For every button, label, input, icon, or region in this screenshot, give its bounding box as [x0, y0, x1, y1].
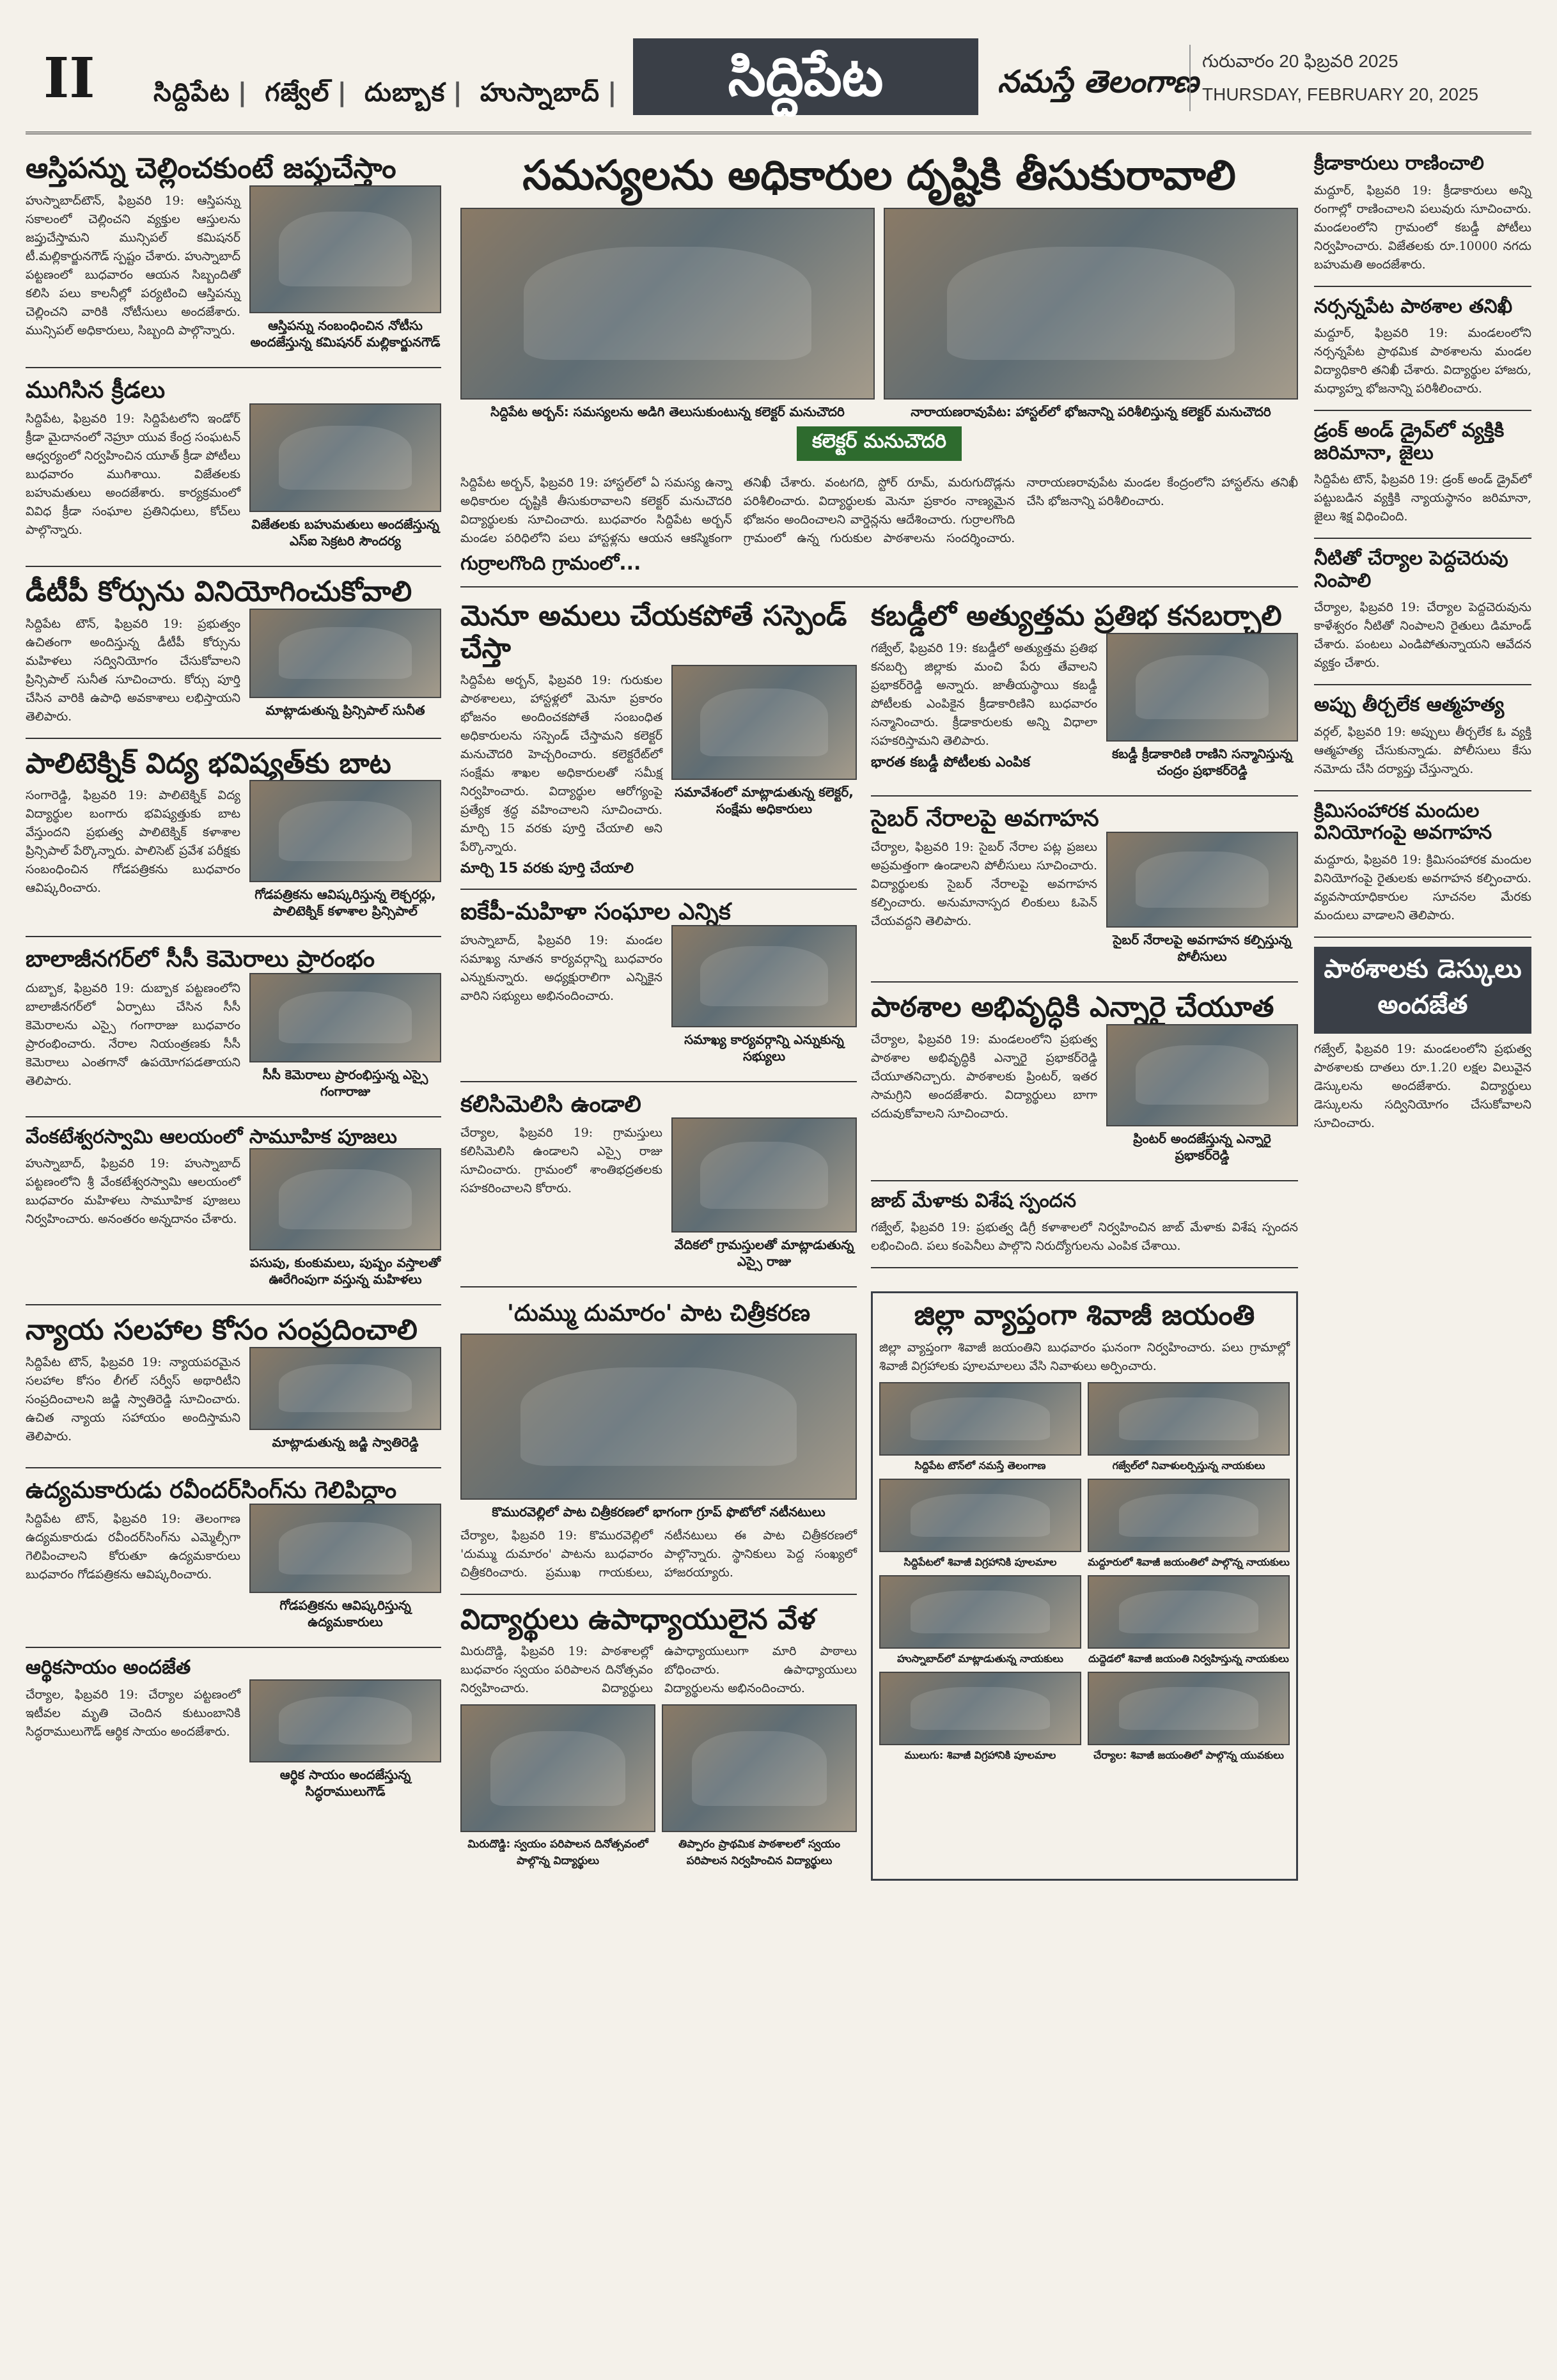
news-photo: [249, 185, 441, 313]
news-photo: [1106, 1024, 1298, 1126]
news-photo: [671, 665, 857, 780]
headline: ఆర్థికసాయం అందజేత: [26, 1656, 191, 1679]
photo-caption: సమావేశంలో మాట్లాడుతున్న కలెక్టర్, సంక్షేమ అధికారులు: [675, 784, 854, 817]
news-story[interactable]: [1314, 144, 1531, 287]
headline: నర్సన్నపేట పాఠశాల తనిఖీ: [1314, 295, 1513, 318]
news-story[interactable]: [460, 890, 857, 1082]
page-number: II: [43, 46, 95, 111]
story-body: హుస్నాబాద్, ఫిబ్రవరి 19: హుస్నాబాద్ పట్టణంలోని శ్రీ వేంకటేశ్వరస్వామి ఆలయంలో బుధవారం మహిళలు సామూహిక పూజలు నిర్వహించారు. అనంతరం అన్నదానం చేశారు.: [26, 1156, 240, 1227]
news-story[interactable]: [26, 567, 441, 739]
photo-grid: [879, 1382, 1290, 1762]
boxed-headline: పాఠశాలకు డెస్కులు అందజేత: [1314, 947, 1531, 1034]
headline: క్రిమిసంహారక మందుల వినియోగంపై అవగాహన: [1314, 799, 1492, 844]
photo-caption: సిద్దిపేట టౌన్‌లో నమస్తే తెలంగాణ: [914, 1459, 1046, 1472]
center-sub-left: [460, 591, 857, 1287]
headline: కలిసిమెలిసి ఉండాలి: [460, 1091, 641, 1117]
story-figure: [249, 403, 441, 549]
headline: వేంకటేశ్వరస్వామి ఆలయంలో సామూహిక పూజలు: [26, 1125, 397, 1148]
story-figure: [460, 208, 875, 420]
news-story[interactable]: [26, 937, 441, 1117]
story-body: మిరుదొడ్డి, ఫిబ్రవరి 19: పాఠశాలల్లో బుధవారం స్వయం పరిపాలన దినోత్సవం నిర్వహించారు. విద్యార్థులు ఉపాధ్యాయులుగా మారి పాఠాలు బోధించారు. ఉపాధ్యాయులు విద్యార్థులను అభినందించారు.: [460, 1644, 857, 1696]
lead-story[interactable]: [460, 144, 1298, 587]
photo-caption: గజ్వేల్‌లో నివాళులర్పిస్తున్న నాయకులు: [1112, 1459, 1265, 1472]
story-body: హుస్నాబాద్, ఫిబ్రవరి 19: మండల సమాఖ్య నూతన కార్యవర్గాన్ని బుధవారం ఎన్నుకున్నారు. అధ్యక్షురాలిగా ఎన్నికైన వారిని సభ్యులు అభినందించారు.: [460, 933, 662, 1003]
headline: ముగిసిన క్రీడలు: [26, 377, 166, 403]
news-story[interactable]: [26, 1305, 441, 1468]
news-story[interactable]: [460, 1595, 857, 1881]
headline: ఉద్యమకారుడు రవీందర్‌సింగ్‌ను గెలిపిద్దాం: [26, 1477, 397, 1504]
headline: క్రీడాకారులు రాణించాలి: [1314, 152, 1484, 175]
news-photo: [884, 208, 1298, 400]
date-telugu: గురువారం 20 ఫిబ్రవరి 2025: [1202, 51, 1398, 71]
news-story[interactable]: [26, 1117, 441, 1306]
story-body: చేర్యాల, ఫిబ్రవరి 19: చేర్యాల పట్టణంలో ఇటీవల మృతి చెందిన కుటుంబానికి సిద్ధరాములుగౌడ్ ఆర్థిక సాయం అందజేశారు.: [26, 1687, 240, 1739]
photo-caption: నారాయణరావుపేట: హాస్టల్‌లో భోజనాన్ని పరిశీలిస్తున్న కలెక్టర్ మనుచౌదరి: [911, 403, 1271, 419]
photo-caption: మద్దూరులో శివాజీ జయంతిలో పాల్గొన్న నాయకులు: [1088, 1555, 1290, 1568]
photo-caption: గోడపత్రికను ఆవిష్కరిస్తున్న లెక్చరర్లు, పాలిటెక్నిక్ కళాశాల ప్రిన్సిపాల్: [254, 887, 436, 919]
photo-caption: మాట్లాడుతున్న ప్రిన్సిపాల్ సునీత: [265, 702, 425, 718]
photo-caption: చేర్యాల: శివాజీ జయంతిలో పాల్గొన్న యువకులు: [1093, 1748, 1284, 1761]
right-column: [1314, 144, 1531, 1144]
headline: డ్రంక్ అండ్ డ్రైవ్‌లో వ్యక్తికి జరిమానా, జైలు: [1314, 419, 1505, 464]
photo-caption: హుస్నాబాద్‌లో మాట్లాడుతున్న నాయకులు: [897, 1652, 1063, 1665]
story-figure: [879, 1575, 1081, 1665]
news-story[interactable]: [1314, 287, 1531, 412]
brand-name: నమస్తే తెలంగాణ: [998, 64, 1199, 100]
photo-caption: వేదికలో గ్రామస్తులతో మాట్లాడుతున్న ఎస్సై రాజు: [674, 1237, 854, 1270]
story-body: సిద్దిపేట టౌన్, ఫిబ్రవరి 19: డ్రంక్ అండ్ డ్రైవ్‌లో పట్టుబడిన వ్యక్తికి న్యాయస్థానం జరిమానా, జైలు శిక్ష విధించింది.: [1314, 472, 1531, 524]
center-lower-left: [460, 1291, 857, 1881]
headline: ఐకేపీ-మహిళా సంఘాల ఎన్నిక: [460, 898, 731, 925]
masthead: [26, 38, 1531, 134]
news-photo: [671, 925, 857, 1027]
news-story[interactable]: [26, 739, 441, 938]
story-figure: [671, 665, 857, 817]
story-body: గజ్వేల్, ఫిబ్రవరి 19: కబడ్డీలో అత్యుత్తమ ప్రతిభ కనబర్చి జిల్లాకు మంచి పేరు తేవాలని ప్రభాకర్‌రెడ్డి అన్నారు. జాతీయస్థాయి కబడ్డీ పోటీలకు ఎంపికైన క్రీడాకారిణిని బుధవారం సన్మానించారు. క్రీడాకారులకు అన్ని విధాలా సహకరిస్తామని తెలిపారు.: [871, 641, 1097, 748]
center-subgrid: [460, 591, 1298, 1287]
story-body: మద్దూర్, ఫిబ్రవరి 19: మండలంలోని నర్సన్నపేట ప్రాథమిక పాఠశాలను మండల విద్యాధికారి తనిఖీ చేశారు. విద్యార్థుల హాజరు, మధ్యాహ్న భోజనాన్ని పరిశీలించారు.: [1314, 326, 1531, 396]
photo-caption: మిరుదొడ్డి: స్వయం పరిపాలన దినోత్సవంలో పాల్గొన్న విద్యార్థులు: [467, 1838, 648, 1868]
news-photo: [879, 1575, 1081, 1649]
news-story[interactable]: [871, 591, 1298, 797]
news-story[interactable]: [26, 144, 441, 368]
headline: బాలాజీనగర్‌లో సీసీ కెమెరాలు ప్రారంభం: [26, 946, 375, 973]
story-body: సిద్దిపేట అర్బన్, ఫిబ్రవరి 19: గురుకుల పాఠశాలలు, హాస్టళ్లలో మెనూ ప్రకారం భోజనం అందించకపోతే సంబంధిత అధికారులను సస్పెండ్ చేస్తామని కలెక్టర్ మనుచౌదరి హెచ్చరించారు. కలెక్టరేట్‌లో సంక్షేమ శాఖల అధికారులతో సమీక్ష నిర్వహించారు. విద్యార్థుల ఆరోగ్యంపై ప్రత్యేక శ్రద్ధ వహించాలని సూచించారు. మార్చి 15 వరకు పూర్తి చేయాలి అని పేర్కొన్నారు.: [460, 673, 662, 855]
news-photo: [460, 1704, 655, 1832]
lead-photos: [460, 208, 1298, 420]
story-figure: [879, 1479, 1081, 1569]
photo-caption: గోడపత్రికను ఆవిష్కరిస్తున్న ఉద్యమకారులు: [279, 1598, 411, 1630]
story-figure: [1106, 1024, 1298, 1163]
headline: ఆస్తిపన్ను చెల్లించకుంటే జప్తుచేస్తాం: [26, 152, 396, 185]
story-body: గజ్వేల్, ఫిబ్రవరి 19: ప్రభుత్వ డిగ్రీ కళాశాలలో నిర్వహించిన జాబ్ మేళాకు విశేష స్పందన లభించింది. పలు కంపెనీలు పాల్గొని నిరుద్యోగులను ఎంపిక చేశాయి.: [871, 1220, 1298, 1254]
story-figure: [884, 208, 1298, 420]
lead-headline: సమస్యలను అధికారుల దృష్టికి తీసుకురావాలి: [522, 152, 1236, 199]
news-story[interactable]: [1314, 791, 1531, 938]
headline: అప్పు తీర్చలేక ఆత్మహత్య: [1314, 694, 1505, 716]
news-photo: [1088, 1575, 1290, 1649]
news-photo: [879, 1479, 1081, 1552]
news-story[interactable]: [871, 983, 1298, 1181]
shivaji-feature[interactable]: [871, 1291, 1298, 1881]
news-photo: [249, 1148, 441, 1250]
edition-item[interactable]: దుబ్బాక: [364, 78, 446, 107]
photo-caption: మాట్లాడుతున్న జడ్జి స్వాతిరెడ్డి: [272, 1434, 419, 1450]
headline: జాబ్ మేళాకు విశేష స్పందన: [871, 1189, 1077, 1212]
story-figure: [1106, 832, 1298, 965]
news-photo: [1088, 1672, 1290, 1745]
headline: మెనూ అమలు చేయకపోతే సస్పెండ్ చేస్తా: [460, 600, 847, 665]
section-title: సిద్దిపేట: [633, 38, 978, 115]
photo-caption: ఆర్థిక సాయం అందజేస్తున్న సిద్ధరాములుగౌడ్: [279, 1766, 411, 1799]
edition-item[interactable]: గజ్వేల్: [265, 78, 330, 107]
lead-tag: కలెక్టర్ మనుచౌదరి: [797, 426, 962, 461]
date-block: [1189, 45, 1478, 111]
story-figure: [249, 1504, 441, 1630]
center-column: [460, 144, 1298, 1881]
news-photo: [1106, 832, 1298, 928]
subhead: గుర్రాలగొంది గ్రామంలో...: [460, 552, 641, 575]
story-figure: [671, 925, 857, 1064]
story-figure: [671, 1117, 857, 1270]
news-story[interactable]: [460, 1082, 857, 1287]
news-photo: [460, 208, 875, 400]
headline: కబడ్డీలో అత్యుత్తమ ప్రతిభ కనబర్చాలి: [871, 600, 1282, 633]
headline: పాఠశాల అభివృద్ధికి ఎన్నారై చేయూత: [871, 991, 1274, 1024]
story-body: చేర్యాల, ఫిబ్రవరి 19: కొమురవెల్లిలో 'దుమ్ము దుమారం' పాటను బుధవారం చిత్రీకరించారు. ప్రముఖ గాయకులు, నటీనటులు ఈ పాట చిత్రీకరణలో పాల్గొన్నారు. స్థానికులు పెద్ద సంఖ్యలో హాజరయ్యారు.: [460, 1528, 857, 1580]
story-figure: [249, 185, 441, 350]
news-photo: [671, 1117, 857, 1233]
headline: పాలిటెక్నిక్ విద్య భవిష్యత్‌కు బాట: [26, 747, 391, 780]
headline: డీటీపీ కోర్సును వినియోగించుకోవాలి: [26, 575, 412, 608]
news-photo: [1106, 633, 1298, 742]
headline: సైబర్ నేరాలపై అవగాహన: [871, 805, 1099, 832]
news-story[interactable]: [1314, 539, 1531, 685]
news-photo: [1088, 1479, 1290, 1552]
news-photo: [879, 1382, 1081, 1456]
headline: న్యాయ సలహాల కోసం సంప్రదించాలి: [26, 1314, 418, 1347]
story-body: దుబ్బాక, ఫిబ్రవరి 19: దుబ్బాక పట్టణంలోని బాలాజీనగర్‌లో ఏర్పాటు చేసిన సీసీ కెమెరాలను ఎస్సై గంగారాజు బుధవారం ప్రారంభించారు. నేరాల నియంత్రణకు సీసీ కెమెరాలు ఎంతగానో ఉపయోగపడతాయని తెలిపారు.: [26, 981, 240, 1088]
news-story[interactable]: [1314, 685, 1531, 791]
story-figure: [662, 1704, 857, 1869]
story-figure: [1088, 1672, 1290, 1762]
date-english: THURSDAY, FEBRUARY 20, 2025: [1202, 84, 1479, 104]
headline: జిల్లా వ్యాప్తంగా శివాజీ జయంతి: [914, 1299, 1255, 1332]
photo-caption: కబడ్డీ క్రీడాకారిణి రాణిని సన్మానిస్తున్న చంద్రం ప్రభాకర్‌రెడ్డి: [1111, 745, 1292, 778]
center-lower: [460, 1291, 1298, 1881]
story-figure: [1106, 633, 1298, 779]
story-body: చేర్యాల, ఫిబ్రవరి 19: చేర్యాల పెద్దచెరువును కాళేశ్వరం నీటితో నింపాలని రైతులు డిమాండ్ చేశారు. పంటలు ఎండిపోతున్నాయని ఆవేదన వ్యక్తం చేశారు.: [1314, 600, 1531, 670]
story-body: సిద్దిపేట టౌన్, ఫిబ్రవరి 19: న్యాయపరమైన సలహాల కోసం లీగల్ సర్వీస్ అథారిటీని సంప్రదించాలని జడ్జి స్వాతిరెడ్డి సూచించారు. ఉచిత న్యాయ సహాయం అందిస్తామని తెలిపారు.: [26, 1355, 240, 1443]
news-photo: [879, 1672, 1081, 1745]
headline: నీటితో చేర్యాల పెద్దచెరువు నింపాలి: [1314, 547, 1508, 592]
photo-row: [460, 1704, 857, 1869]
photo-caption: విజేతలకు బహుమతులు అందజేస్తున్న ఎస్‌ఐ సెక్రటరి సౌందర్య: [251, 516, 439, 548]
photo-caption: ప్రింటర్ అందజేస్తున్న ఎన్నారై ప్రభాకర్‌రెడ్డి: [1133, 1130, 1271, 1163]
photo-caption: సైబర్ నేరాలపై అవగాహన కల్పిస్తున్న పోలీసులు: [1113, 932, 1292, 965]
center-sub-right: [871, 591, 1298, 1287]
story-body: సిద్దిపేట అర్బన్, ఫిబ్రవరి 19: హాస్టల్‌లో ఏ సమస్య ఉన్నా అధికారుల దృష్టికి తీసుకురావాలని కలెక్టర్ మనుచౌదరి విద్యార్థులకు సూచించారు. బుధవారం సిద్దిపేట అర్బన్ మండల పరిధిలోని పలు హాస్టళ్లను ఆయన ఆకస్మికంగా తనిఖీ చేశారు. వంటగది, స్టోర్ రూమ్, మరుగుదొడ్లను పరిశీలించారు. విద్యార్థులకు మెనూ ప్రకారం నాణ్యమైన భోజనం అందించాలని వార్డెన్లను ఆదేశించారు. గుర్రాలగొంది గ్రామంలో ఉన్న గురుకుల పాఠశాలను సందర్శించారు. నారాయణరావుపేట మండల కేంద్రంలోని హాస్టల్‌ను తనిఖీ చేసి భోజనాన్ని పరిశీలించారు.: [460, 475, 1298, 545]
subhead: మార్చి 15 వరకు పూర్తి చేయాలి: [460, 860, 634, 877]
story-figure: [879, 1672, 1081, 1762]
photo-caption: సిద్దిపేటలో శివాజీ విగ్రహానికి పూలమాల: [904, 1555, 1057, 1568]
story-figure: [249, 1347, 441, 1451]
story-body: సిద్దిపేట, ఫిబ్రవరి 19: సిద్దిపేటలోని ఇండోర్ క్రీడా మైదానంలో నెహ్రూ యువ కేంద్ర సంఘటన్ ఆధ్వర్యంలో నిర్వహించిన యూత్ క్రీడా పోటీలు బుధవారం ముగిశాయి. విజేతలకు బహుమతులు అందజేశారు. కార్యక్రమంలో వివిధ క్రీడా సంఘాల ప్రతినిధులు, కోచ్‌లు పాల్గొన్నారు.: [26, 411, 240, 537]
story-body: చేర్యాల, ఫిబ్రవరి 19: గ్రామస్తులు కలిసిమెలిసి ఉండాలని ఎస్సై రాజు సూచించారు. గ్రామంలో శాంతిభద్రతలకు సహకరించాలని కోరారు.: [460, 1126, 662, 1196]
news-story[interactable]: [871, 1181, 1298, 1269]
news-photo: [662, 1704, 857, 1832]
edition-item[interactable]: హుస్నాబాద్: [480, 78, 600, 107]
left-column: [26, 144, 441, 1816]
story-body: మద్దూర్, ఫిబ్రవరి 19: క్రీడాకారులు అన్ని రంగాల్లో రాణించాలని పలువురు సూచించారు. మండలంలోని గ్రామంలో కబడ్డీ పోటీలు నిర్వహించారు. విజేతలకు రూ.10000 నగదు బహుమతి అందజేశారు.: [1314, 183, 1531, 272]
news-story[interactable]: [26, 1468, 441, 1648]
photo-caption: సిద్దిపేట అర్బన్: సమస్యలను అడిగి తెలుసుకుంటున్న కలెక్టర్ మనుచౌదరి: [490, 403, 845, 419]
story-figure: [249, 973, 441, 1100]
story-figure: [249, 1148, 441, 1287]
story-figure: [1088, 1382, 1290, 1472]
story-figure: [249, 1679, 441, 1800]
news-photo: [249, 780, 441, 882]
news-story[interactable]: [26, 368, 441, 567]
edition-list: సిద్దిపేట | గజ్వేల్ | దుబ్బాక | హుస్నాబాద్ |: [153, 78, 724, 114]
story-figure: [879, 1382, 1081, 1472]
news-story[interactable]: [1314, 938, 1531, 1144]
photo-caption: సమాఖ్య కార్యవర్గాన్ని ఎన్నుకున్న సభ్యులు: [684, 1031, 844, 1064]
story-figure: [460, 1704, 655, 1869]
photo-caption: సీసీ కెమెరాలు ప్రారంభిస్తున్న ఎస్సై గంగారాజు: [262, 1066, 428, 1099]
news-story[interactable]: [1314, 411, 1531, 539]
story-body: చేర్యాల, ఫిబ్రవరి 19: మండలంలోని ప్రభుత్వ పాఠశాల అభివృద్ధికి ఎన్నారై ప్రభాకర్‌రెడ్డి చేయూతనిచ్చారు. పాఠశాలకు ప్రింటర్, ఇతర సామగ్రిని అందజేశారు. విద్యార్థులు బాగా చదువుకోవాలని సూచించారు.: [871, 1032, 1097, 1121]
news-story[interactable]: [26, 1648, 441, 1816]
story-body: చేర్యాల, ఫిబ్రవరి 19: సైబర్ నేరాల పట్ల ప్రజలు అప్రమత్తంగా ఉండాలని పోలీసులు సూచించారు. విద్యార్థులకు సైబర్ నేరాలపై అవగాహన కల్పించారు. అనుమానాస్పద లింకులు ఓపెన్ చేయవద్దని తెలిపారు.: [871, 840, 1097, 929]
news-story[interactable]: [460, 1291, 857, 1594]
headline: విద్యార్థులు ఉపాధ్యాయులైన వేళ: [460, 1603, 816, 1636]
story-body: సిద్దిపేట టౌన్, ఫిబ్రవరి 19: ప్రభుత్వం ఉచితంగా అందిస్తున్న డీటీపీ కోర్సును మహిళలు సద్వినియోగం చేసుకోవాలని ప్రిన్సిపాల్ సునీత సూచించారు. కోర్సు పూర్తి చేసిన వారికి ఉపాధి అవకాశాలు లభిస్తాయని తెలిపారు.: [26, 616, 240, 724]
photo-caption: తిప్పారం ప్రాథమిక పాఠశాలలో స్వయం పరిపాలన నిర్వహించిన విద్యార్థులు: [678, 1838, 841, 1868]
photo-caption: ఆస్తిపన్ను నంబంధించిన నోటీసు అందజేస్తున్న కమిషనర్ మల్లికార్జునగౌడ్: [250, 317, 441, 350]
subhead: భారత కబడ్డీ పోటీలకు ఎంపిక: [871, 754, 1030, 770]
story-body: జిల్లా వ్యాప్తంగా శివాజీ జయంతిని బుధవారం ఘనంగా నిర్వహించారు. పలు గ్రామాల్లో శివాజీ విగ్రహాలకు పూలమాలలు వేసి నివాళులు అర్పించారు.: [879, 1340, 1290, 1373]
news-photo: [249, 973, 441, 1062]
news-photo: [1088, 1382, 1290, 1456]
news-photo: [249, 1504, 441, 1593]
story-body: సిద్దిపేట టౌన్, ఫిబ్రవరి 19: తెలంగాణ ఉద్యమకారుడు రవీందర్‌సింగ్‌ను ఎమ్మెల్సీగా గెలిపించాలని కోరుతూ ఉద్యమకారులు బుధవారం గోడపత్రికను ఆవిష్కరించారు.: [26, 1512, 240, 1582]
news-photo: [249, 609, 441, 698]
news-story[interactable]: [460, 591, 857, 889]
news-photo: [249, 1679, 441, 1762]
news-photo: [249, 403, 441, 512]
story-figure: [1088, 1575, 1290, 1665]
story-body: మద్దూరు, ఫిబ్రవరి 19: క్రిమిసంహారక మందుల వినియోగంపై రైతులకు అవగాహన కల్పించారు. వ్యవసాయాధికారుల సూచనల మేరకు మందులు వాడాలని తెలిపారు.: [1314, 852, 1531, 922]
story-body: గజ్వేల్, ఫిబ్రవరి 19: మండలంలోని ప్రభుత్వ పాఠశాలకు దాతలు రూ.1.20 లక్షల విలువైన డెస్కులను అందజేశారు. విద్యార్థులు డెస్కులను సద్వినియోగం చేసుకోవాలని సూచించారు.: [1314, 1041, 1531, 1130]
story-body: సంగారెడ్డి, ఫిబ్రవరి 19: పాలిటెక్నిక్ విద్య విద్యార్థుల బంగారు భవిష్యత్తుకు బాట వేస్తుందని ప్రభుత్వ పాలిటెక్నిక్ కళాశాల ప్రిన్సిపాల్ పేర్కొన్నారు. పాలిసెట్ ప్రవేశ పరీక్షకు సంబంధించిన గోడపత్రికను బుధవారం ఆవిష్కరించారు.: [26, 788, 240, 896]
news-photo: [460, 1334, 857, 1500]
news-story[interactable]: [871, 797, 1298, 983]
photo-caption: కొమురవెల్లిలో పాట చిత్రీకరణలో భాగంగా గ్రూప్ ఫొటోలో నటీనటులు: [492, 1504, 825, 1520]
news-photo: [249, 1347, 441, 1430]
photo-caption: ములుగు: శివాజీ విగ్రహానికి పూలమాల: [904, 1748, 1056, 1761]
story-figure: [249, 780, 441, 919]
photo-caption: దుద్దెడలో శివాజీ జయంతి నిర్వహిస్తున్న నాయకులు: [1088, 1652, 1289, 1665]
photo-caption: పసుపు, కుంకుమలు, పుష్పం వస్తాలతో ఊరేగింపుగా వస్తున్న మహిళలు: [249, 1255, 441, 1287]
story-body: వర్గల్, ఫిబ్రవరి 19: అప్పులు తీర్చలేక ఓ వ్యక్తి ఆత్మహత్య చేసుకున్నాడు. పోలీసులు కేసు నమోదు చేసి దర్యాప్తు చేస్తున్నారు.: [1314, 724, 1531, 776]
story-figure: [1088, 1479, 1290, 1569]
headline: 'దుమ్ము దుమారం' పాట చిత్రీకరణ: [506, 1300, 811, 1327]
story-figure: [249, 609, 441, 719]
edition-item[interactable]: సిద్దిపేట: [153, 78, 230, 107]
story-body: హుస్నాబాద్‌టౌన్, ఫిబ్రవరి 19: ఆస్తిపన్ను సకాలంలో చెల్లించని వ్యక్తుల ఆస్తులను జప్తుచేస్తామని మున్సిపల్ కమిషనర్ టీ.మల్లికార్జునగౌడ్ స్పష్టం చేశారు. హుస్నాబాద్ పట్టణంలో బుధవారం ఆయన సిబ్బందితో కలిసి పలు కాలనీల్లో పర్యటించి ఆస్తిపన్ను చెల్లించని వారికి నోటీసులు అందజేశారు. మున్సిపల్ అధికారులు, సిబ్బంది పాల్గొన్నారు.: [26, 193, 240, 338]
